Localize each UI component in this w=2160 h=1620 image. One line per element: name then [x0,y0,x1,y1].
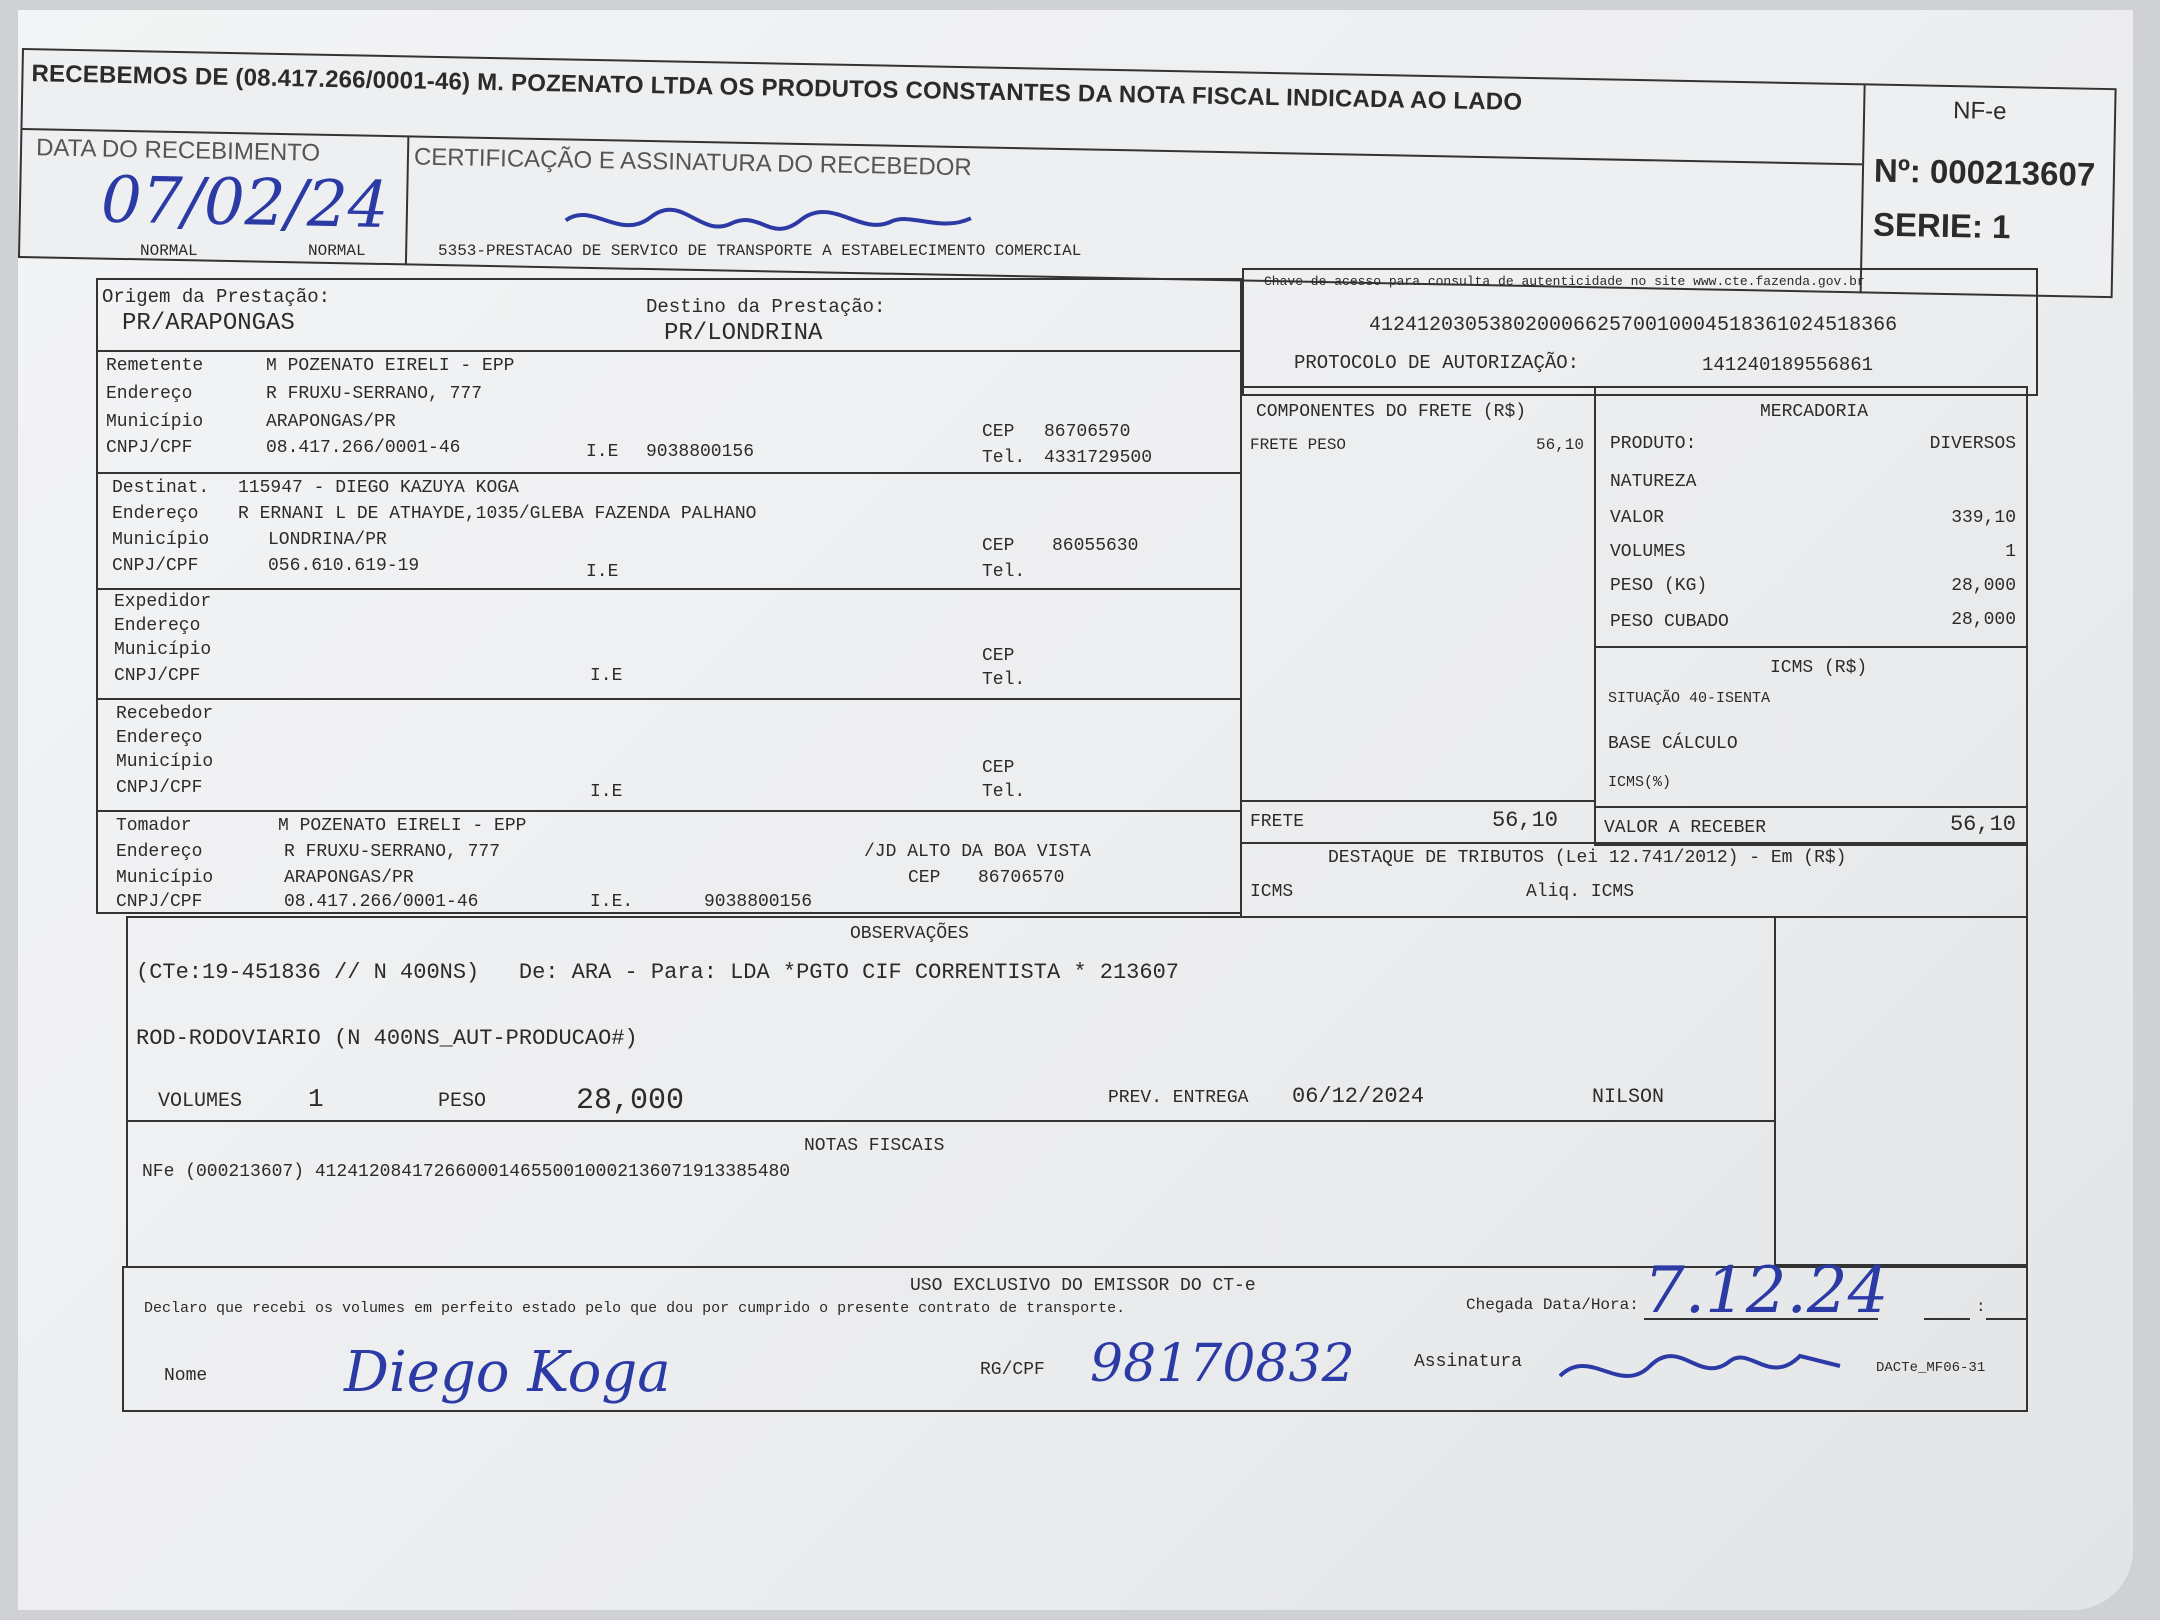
peso-value: 28,000 [1951,576,2016,596]
nfe-label: NF-e [1952,97,2007,126]
remetente-tel-label: Tel. [982,448,1026,468]
obs-peso-value: 28,000 [576,1084,685,1118]
tomador-ie-label: I.E. [590,892,634,912]
origem-value: PR/ARAPONGAS [122,310,295,337]
volumes-label: VOLUMES [1610,542,1686,562]
tributos-title: DESTAQUE DE TRIBUTOS (Lei 12.741/2012) - Em (R$) [1328,848,1847,868]
protocolo-label: PROTOCOLO DE AUTORIZAÇÃO: [1294,352,1580,374]
notas-box [126,1120,1776,1268]
mercadoria-box [1594,386,2028,648]
recebedor-label: Recebedor [116,704,214,724]
tributos-box [1240,842,2028,918]
nfe-number: Nº: 000213607 [1873,151,2096,193]
rg-label: RG/CPF [980,1360,1045,1380]
uso-box [122,1254,2028,1412]
componentes-box [1240,386,1596,844]
tributos-aliq-label: Aliq. ICMS [1526,882,1635,902]
recebedor-cnpj-label: CNPJ/CPF [116,778,203,798]
expedidor-municipio-label: Município [114,640,212,660]
tomador-cep-label: CEP [908,868,941,888]
declaro-text: Declaro que recebi os volumes em perfeito estado pelo que dou por cumprido o presente contrato de transporte. [144,1300,1126,1317]
canhoto-box [18,48,2117,298]
expedidor-tel-label: Tel. [982,670,1026,690]
certificacao-label: CERTIFICAÇÃO E ASSINATURA DO RECEBEDOR [413,143,973,182]
icms-aliquota-label: ICMS(%) [1608,774,1672,791]
notas-title: NOTAS FISCAIS [804,1136,945,1156]
remetente-cep-label: CEP [982,422,1015,442]
destinatario-endereco: R ERNANI L DE ATHAYDE,1035/GLEBA FAZENDA PALHANO [238,504,757,524]
tipo-cte: NORMAL [140,242,198,260]
destinatario-cnpj: 056.610.619-19 [268,556,420,576]
tomador-ie: 9038800156 [704,892,813,912]
expedidor-endereco-label: Endereço [114,616,201,636]
remetente-tel: 4331729500 [1044,448,1153,468]
cte-document [18,10,2133,1610]
motorista-name: NILSON [1592,1086,1665,1109]
remetente-cnpj-label: CNPJ/CPF [106,438,193,458]
expedidor-label: Expedidor [114,592,212,612]
notas-line: NFe (000213607) 41241208417266000146550010002136071913385480 [142,1162,791,1182]
base-calculo-label: BASE CÁLCULO [1608,734,1738,754]
natureza-label: NATUREZA [1610,472,1697,492]
remetente-ie: 9038800156 [646,442,755,462]
chegada-handwritten: 7.12.24 [1644,1254,1889,1328]
tomador-cep: 86706570 [978,868,1065,888]
destino-value: PR/LONDRINA [664,320,823,347]
tipo-servico: NORMAL [308,242,366,260]
recebedor-tel-label: Tel. [982,782,1026,802]
remetente-cnpj: 08.417.266/0001-46 [266,438,461,458]
destinatario-cep-label: CEP [982,536,1015,556]
chave-acesso: 41241203053802000662570010004518361024518366 [1369,314,1898,337]
tomador-endereco: R FRUXU-SERRANO, 777 [284,842,501,862]
tomador-cnpj: 08.417.266/0001-46 [284,892,479,912]
expedidor-cnpj-label: CNPJ/CPF [114,666,201,686]
destinatario-nome: 115947 - DIEGO KAZUYA KOGA [238,478,519,498]
tomador-endereco-label: Endereço [116,842,203,862]
nome-handwritten: Diego Koga [344,1340,671,1405]
destinatario-municipio: LONDRINA/PR [268,530,387,550]
prev-entrega-label: PREV. ENTREGA [1108,1088,1249,1108]
cfop: 5353-PRESTACAO DE SERVICO DE TRANSPORTE A ESTABELECIMENTO COMERCIAL [438,242,1082,260]
observacoes-box [126,916,1776,1122]
tomador-municipio-label: Município [116,868,214,888]
peso-cubado-value: 28,000 [1951,610,2016,630]
remetente-ie-label: I.E [586,442,619,462]
uso-title: USO EXCLUSIVO DO EMISSOR DO CT-e [910,1276,1256,1296]
chave-label: Chave de acesso para consulta de autenticidade no site www.cte.fazenda.gov.br [1264,274,1865,289]
destinatario-ie-label: I.E [586,562,619,582]
remetente-municipio: ARAPONGAS/PR [266,412,396,432]
valor-label: VALOR [1610,508,1665,528]
remetente-cep: 86706570 [1044,422,1131,442]
assinatura-label: Assinatura [1414,1352,1523,1372]
destinatario-tel-label: Tel. [982,562,1026,582]
destinatario-endereco-label: Endereço [112,504,199,524]
destinatario-cep: 86055630 [1052,536,1139,556]
recebedor-municipio-label: Município [116,752,214,772]
assinatura-signature [1550,1326,1850,1406]
componentes-title: COMPONENTES DO FRETE (R$) [1256,402,1527,422]
remetente-endereco-label: Endereço [106,384,193,404]
destinatario-cnpj-label: CNPJ/CPF [112,556,199,576]
tributos-icms-label: ICMS [1250,882,1294,902]
canhoto-header: RECEBEMOS DE (08.417.266/0001-46) M. POZENATO LTDA OS PRODUTOS CONSTANTES DA NOTA FISCAL INDICADA AO LADO [31,60,1523,116]
chegada-label: Chegada Data/Hora: [1466,1296,1639,1314]
valor-value: 339,10 [1951,508,2016,528]
obs-peso-label: PESO [438,1090,487,1113]
nfe-serie: SERIE: 1 [1872,205,2011,246]
expedidor-cep-label: CEP [982,646,1015,666]
observacoes-line1: (CTe:19-451836 // N 400NS) De: ARA - Para: LDA *PGTO CIF CORRENTISTA * 213607 [136,960,1179,985]
chave-box [1242,268,2038,396]
parties-box [96,278,1242,914]
icms-box [1594,646,2028,846]
protocolo-value: 141240189556861 [1702,354,1874,376]
observacoes-title: OBSERVAÇÕES [850,924,969,944]
obs-volumes-label: VOLUMES [158,1090,243,1113]
produto-label: PRODUTO: [1610,434,1697,454]
frete-peso-value: 56,10 [1535,436,1584,454]
frete-value: 56,10 [1491,808,1558,833]
right-blank-box [1774,916,2028,1266]
peso-label: PESO (KG) [1610,576,1708,596]
form-code: DACTe_MF06-31 [1876,1360,1986,1376]
frete-peso-label: FRETE PESO [1250,436,1347,454]
tomador-label: Tomador [116,816,192,836]
destinatario-municipio-label: Município [112,530,210,550]
remetente-nome: M POZENATO EIRELI - EPP [266,356,515,376]
volumes-value: 1 [2005,542,2016,562]
tomador-bairro: /JD ALTO DA BOA VISTA [864,842,1091,862]
nome-label: Nome [164,1366,208,1386]
recebedor-endereco-label: Endereço [116,728,203,748]
icms-situacao: SITUAÇÃO 40-ISENTA [1608,690,1771,707]
destino-label: Destino da Prestação: [646,296,886,318]
recebedor-cep-label: CEP [982,758,1015,778]
origem-label: Origem da Prestação: [102,286,331,308]
data-recebimento-handwritten: 07/02/24 [100,163,390,244]
destinatario-label: Destinat. [112,478,210,498]
prev-entrega-value: 06/12/2024 [1292,1084,1425,1109]
obs-volumes-value: 1 [308,1084,324,1114]
icms-title: ICMS (R$) [1770,658,1868,678]
observacoes-line2: ROD-RODOVIARIO (N 400NS_AUT-PRODUCAO#) [136,1026,638,1051]
remetente-label: Remetente [106,356,204,376]
produto-value: DIVERSOS [1929,434,2016,454]
hora-separator: : [1976,1298,1986,1316]
remetente-municipio-label: Município [106,412,204,432]
peso-cubado-label: PESO CUBADO [1610,612,1729,632]
tomador-cnpj-label: CNPJ/CPF [116,892,203,912]
data-recebimento-label: DATA DO RECEBIMENTO [35,134,321,167]
rg-handwritten: 98170832 [1090,1334,1355,1394]
valor-receber-label: VALOR A RECEBER [1604,818,1767,838]
recebedor-ie-label: I.E [590,782,623,802]
tomador-municipio: ARAPONGAS/PR [284,868,414,888]
expedidor-ie-label: I.E [590,666,623,686]
mercadoria-title: MERCADORIA [1760,402,1869,422]
remetente-endereco: R FRUXU-SERRANO, 777 [266,384,483,404]
valor-receber-value: 56,10 [1949,812,2016,837]
tomador-nome: M POZENATO EIRELI - EPP [278,816,527,836]
frete-label: FRETE [1250,812,1305,832]
